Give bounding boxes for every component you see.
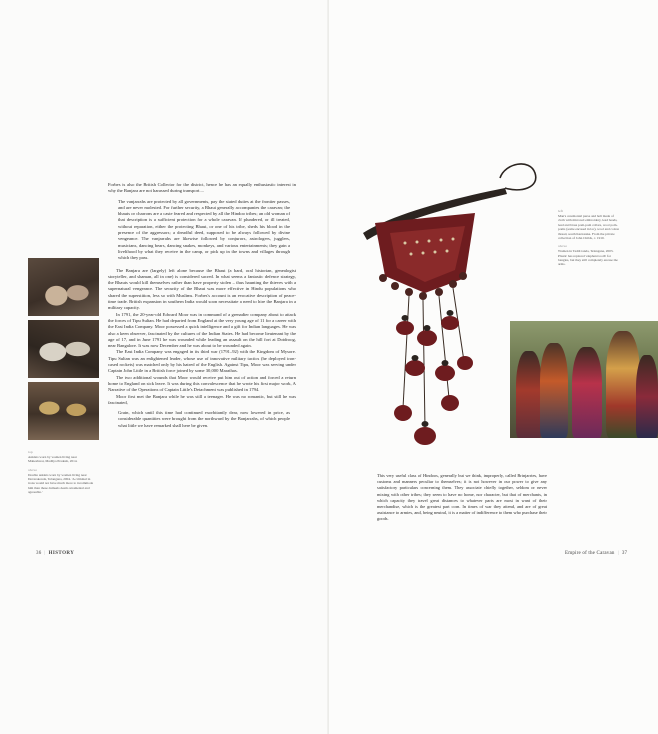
left-folio: 36 | HISTORY: [36, 551, 75, 556]
left-body-text: [108, 182, 296, 435]
body-paragraph: In 1791, the 20-year-old Edward Moor was in command of a grenadier company about to attack the forces of Tipu Sultan. He had departed from England at the very young age of 11 for a career with the East India Company. Moor possessed a quick intelligence and a gift for Indian languages. He was also a keen observer, fascinated by the cultures of the Indian States. He had become lieutenant by the age of 17, and in June 1791 he was wounded while leading an assault on the hill fort at Dotdroog, near Bangalore. It was now December and he was about to be wounded again.: [108, 311, 296, 349]
right-folio: Empire of the Caravan | 37: [565, 551, 628, 556]
right-captions: [558, 209, 620, 271]
body-paragraph: The East India Company was engaged in its third war (1791–92) with the Kingdom of Mysore. Tipu Sultan was an enlightened leader, whose use of innovative military tactics (he deployed iron-cased rockets) was matched only by his hatred of the English. Against Tipu, Moor was serving under Captain John Little in a British force joined by some 30,000 Marathas.: [108, 349, 296, 374]
body-paragraph: This very useful class of Hindoos, generally but we think, improperly, called Brinjarries, have customs and manners peculiar to themselves; it is not however in our power to give any satisfactory particulars concerning them. They associate chiefly together, seldom or never mixing with other tribes; they seem to have no home, nor character, but that of merchants, in which capacity they travel great distances to whatever parts are most in want of their merchandise, which is the greatest part corn. In times of war they attend, and are of great assistance to armies, and, being neutral, it is a matter of indifference to them who purchase their goods.: [377, 473, 547, 522]
caption-label: left: [558, 209, 564, 213]
caption-text: Women in Taddi tanda, Telangana, 2003. Plastic has replaced 'elephant tooth' for bangles, but they still completely encase the arms.: [558, 249, 618, 267]
anklet-photo-3: [28, 382, 99, 440]
block-quote: The vanjarrahs are protected by all governments, pay the stated duties at the frontier passes, and are never molested. For further security, a Bhaut generally accompanies the caravan; the bhauts or charrons are a caste feared and respected by all the Hindoo tribes; an old woman of that description is a sufficient protection for a whole caravan. If plundered, or ill treated, without reparation, either the protecting Bhaut, or one of his tribe, sheds his blood in the presence of the aggressors; a dreadful deed, supposed to be always followed by divine vengeance. The vanjarrahs are likewise followed by conjurors, astrologers, jugglers, musicians, dancing bears, dancing snakes, monkeys, and various entertainments; they gain a livelihood by what they receive in the camp, or pick up in the towns and villages through which they pass.: [118, 198, 290, 261]
right-body-text: [377, 473, 547, 523]
body-paragraph: The Banjara are (largely) left alone because the Bhaut (a bard, oral historian, genealogist storyteller, and shaman, all in one) is considered sacred. In what seems a fantastic defence strategy, the Bhauts would kill themselves rather than have property stolen – thus haunting the thieves with a supernatural vengeance. The security of the Bhaut was more effective in Hindu populations who shared the superstition, less so with Muslims. Forbes's account is an evocative description of peace-time trade. British expansion in southern India would soon necessitate a need to hire the Banjara in a military capacity.: [108, 267, 296, 311]
left-captions: [28, 450, 94, 499]
section-name: HISTORY: [48, 551, 75, 556]
caption-label: above: [558, 244, 568, 249]
caption-text: Double anklets worn by women living near Devarakonda, Telangana, 2004. 'A criminal in irons would not have much more to incommode him than these damsels deem ornamental and agreeable.': [28, 472, 94, 495]
body-paragraph: The two additional wounds that Moor would receive put him out of action and forced a return home to England on sick leave. It was during this convalescence that he wrote his first major work, A Narrative of the Operations of Captain Little's Detachment was published in 1794.: [108, 374, 296, 393]
anklet-photo-2: [28, 320, 99, 378]
caption-label: above: [28, 467, 38, 472]
block-quote: Grain, which until this time had continued exorbitantly dear, now lowered in price, as considerable quantities were brought from the northward by the Banjarrahs, of which people what little we have remarked shall here be given.: [118, 410, 290, 428]
anklet-photo-1: [28, 258, 99, 316]
caption-label: top: [28, 450, 33, 454]
page-number: 37: [621, 551, 628, 556]
caption-text: Man's ceremonial purse and belt made of cloth with mirrored embroidery, lead beads, lead and brass pom-pom collars, wool pom-poms (some encased in lac), wool and cotton thread, south Karnataka. From the private collection of John Childs, c. 1910.: [558, 213, 620, 240]
opening-paragraph: Forbes is also the British Collector for the district, hence he has an equally enthusiastic interest in why the Banjara are not harassed during transport....: [108, 182, 296, 194]
running-title: Empire of the Caravan: [565, 551, 615, 556]
caption-text: Anklets worn by women living near Maheshwar, Madhya Pradesh, 2014.: [28, 454, 78, 464]
page-number: 36: [36, 551, 42, 556]
anklet-photo-stack: [28, 258, 99, 444]
body-paragraph: Moor first met the Banjara while he was still a teenager. He was no romantic, but still he was fascinated,: [108, 393, 296, 405]
banjara-women-photo: [510, 321, 658, 438]
